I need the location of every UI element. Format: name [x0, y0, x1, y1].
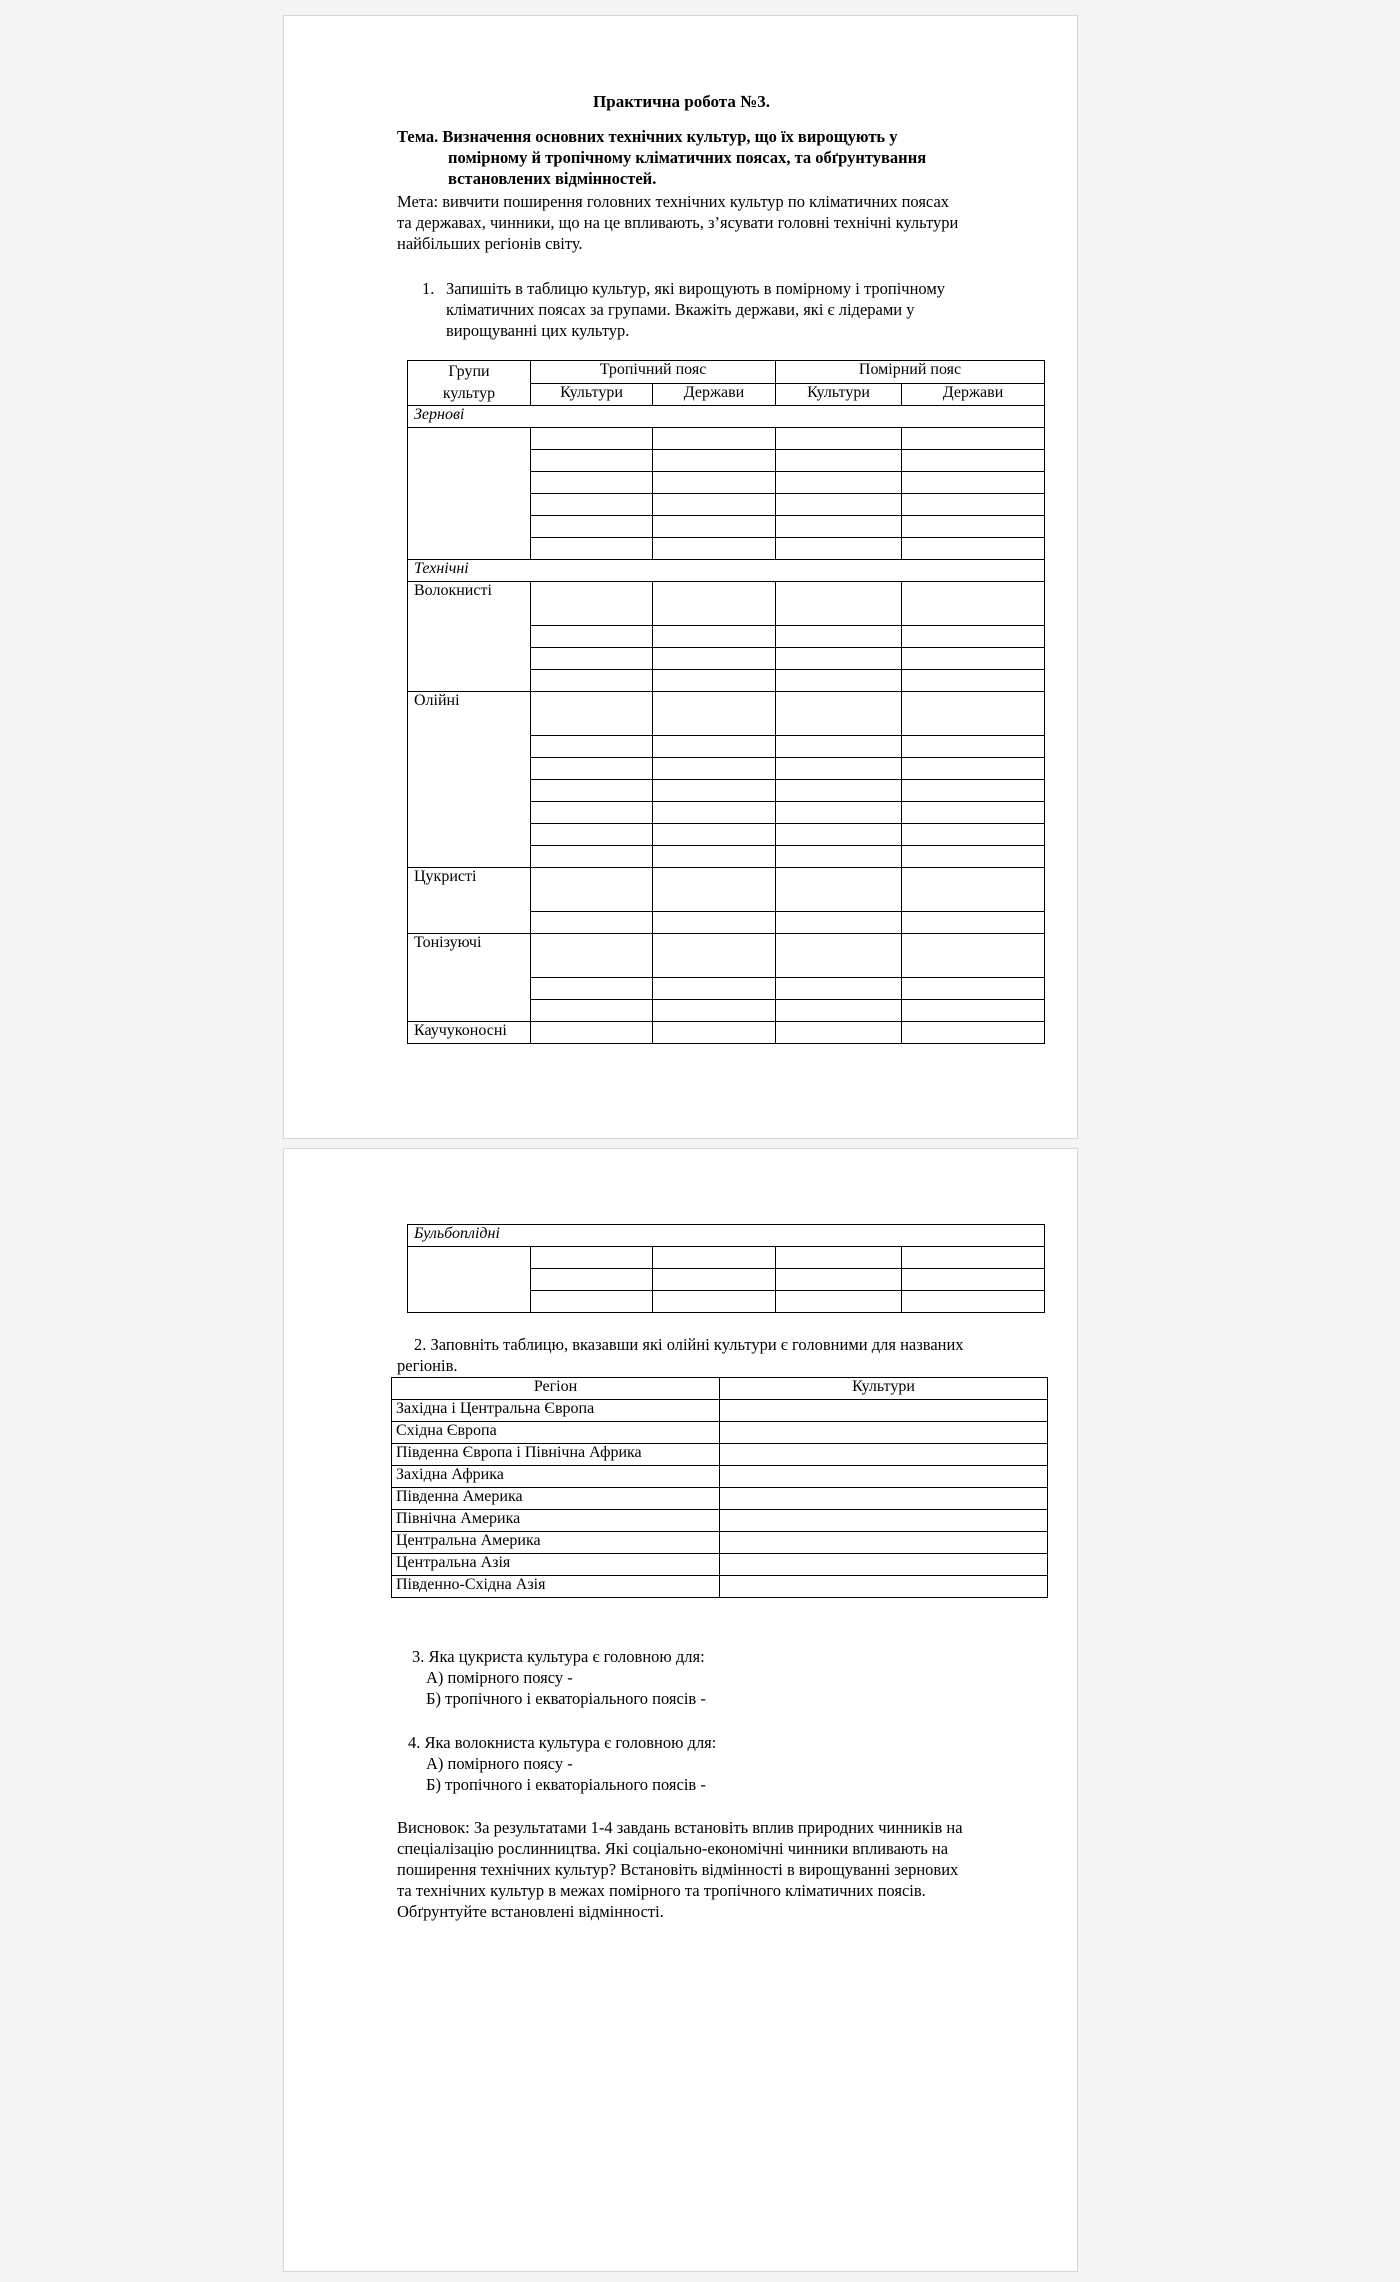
crops-cell[interactable]: [776, 1022, 902, 1044]
states-cell[interactable]: [653, 868, 776, 912]
states-cell[interactable]: [902, 494, 1045, 516]
states-cell[interactable]: [653, 582, 776, 626]
topic-line: встановлених відмінностей.: [448, 169, 657, 188]
document-page-2: [283, 1148, 1078, 2272]
crops-cell[interactable]: [776, 494, 902, 516]
question-4: [408, 1732, 1048, 1795]
states-cell[interactable]: [653, 758, 776, 780]
crops-cell[interactable]: [776, 802, 902, 824]
crops-cell[interactable]: [776, 758, 902, 780]
region-name: Південна Європа і Північна Африка: [392, 1444, 720, 1466]
crops-cell[interactable]: [720, 1466, 1048, 1488]
states-cell[interactable]: [653, 780, 776, 802]
question-text: 4. Яка волокниста культура є головною для:: [408, 1733, 717, 1752]
region-name: Південна Америка: [392, 1488, 720, 1510]
goal-line: та державах, чинники, що на це впливають, з’ясувати головні технічні культури: [397, 213, 959, 232]
goal-line: найбільших регіонів світу.: [397, 234, 583, 253]
crops-cell[interactable]: [531, 450, 653, 472]
crops-cell[interactable]: [720, 1422, 1048, 1444]
states-cell[interactable]: [902, 934, 1045, 978]
crops-cell[interactable]: [776, 1000, 902, 1022]
oil-group-label: Олійні: [408, 692, 531, 868]
crops-cell[interactable]: [531, 912, 653, 934]
conclusion-line: спеціалізацію рослинництва. Які соціально-економічні чинники впливають на: [397, 1839, 949, 1858]
states-cell[interactable]: [902, 846, 1045, 868]
states-cell[interactable]: [902, 758, 1045, 780]
crops-cell[interactable]: [776, 846, 902, 868]
states-cell[interactable]: [653, 428, 776, 450]
region-name: Західна Африка: [392, 1466, 720, 1488]
oil-regions-table: [391, 1377, 1048, 1598]
crops-cell[interactable]: [776, 912, 902, 934]
states-cell[interactable]: [653, 1000, 776, 1022]
tubers-section-row: Бульбоплідні: [408, 1225, 1045, 1247]
crops-cell[interactable]: [531, 736, 653, 758]
crops-cell[interactable]: [776, 450, 902, 472]
crops-cell[interactable]: [531, 648, 653, 670]
group-cell: [408, 428, 531, 560]
states-cell[interactable]: [653, 824, 776, 846]
region-name: Південно-Східна Азія: [392, 1576, 720, 1598]
crops-cell[interactable]: [720, 1554, 1048, 1576]
region-name: Центральна Америка: [392, 1532, 720, 1554]
states-cell[interactable]: [902, 1291, 1045, 1313]
task-number: 1.: [422, 279, 435, 298]
crops-cell[interactable]: [776, 538, 902, 560]
states-cell[interactable]: [902, 670, 1045, 692]
crops-cell[interactable]: [531, 538, 653, 560]
states-cell[interactable]: [653, 846, 776, 868]
crops-cell[interactable]: [531, 472, 653, 494]
region-name: Східна Європа: [392, 1422, 720, 1444]
crops-cell[interactable]: [531, 626, 653, 648]
states-cell[interactable]: [902, 1247, 1045, 1269]
crops-cell[interactable]: [531, 868, 653, 912]
states-cell[interactable]: [902, 472, 1045, 494]
crops-cell[interactable]: [531, 582, 653, 626]
crops-cell[interactable]: [776, 1269, 902, 1291]
task-1: [422, 278, 1042, 341]
task-line: 2. Заповніть таблицю, вказавши які олійні культури є головними для названих: [414, 1335, 964, 1354]
states-cell[interactable]: [653, 648, 776, 670]
crops-cell[interactable]: [531, 1269, 653, 1291]
task-line: Запишіть в таблицю культур, які вирощують в помірному і тропічному: [446, 279, 946, 298]
group-header-line: культур: [442, 385, 496, 402]
tonic-group-label: Тонізуючі: [408, 934, 531, 1022]
crops-cell[interactable]: [776, 428, 902, 450]
states-cell[interactable]: [653, 626, 776, 648]
crops-cell[interactable]: [776, 692, 902, 736]
states-cell[interactable]: [653, 934, 776, 978]
goal-line: Мета: вивчити поширення головних технічних культур по кліматичних поясах: [397, 192, 950, 211]
crops-cell[interactable]: [531, 428, 653, 450]
document-page-1: [283, 15, 1078, 1139]
states-cell[interactable]: [902, 802, 1045, 824]
crops-cell[interactable]: [776, 582, 902, 626]
states-cell[interactable]: [902, 538, 1045, 560]
crops-header: Культури: [720, 1378, 1048, 1400]
region-name: Північна Америка: [392, 1510, 720, 1532]
crops-cell[interactable]: [720, 1532, 1048, 1554]
states-cell[interactable]: [902, 450, 1045, 472]
states-cell[interactable]: [653, 1247, 776, 1269]
fiber-group-label: Волокнисті: [408, 582, 531, 692]
group-header-line: Групи: [448, 363, 490, 380]
topic-line: Тема. Визначення основних технічних культур, що їх вирощують у: [397, 127, 898, 146]
states-cell[interactable]: [653, 802, 776, 824]
states-header: Держави: [653, 383, 776, 406]
crops-cell[interactable]: [531, 934, 653, 978]
crops-cell[interactable]: [776, 736, 902, 758]
states-cell[interactable]: [902, 582, 1045, 626]
crops-cell[interactable]: [720, 1510, 1048, 1532]
states-cell[interactable]: [653, 450, 776, 472]
crops-cell[interactable]: [531, 670, 653, 692]
states-cell[interactable]: [902, 692, 1045, 736]
crops-cell[interactable]: [720, 1576, 1048, 1598]
crops-cell[interactable]: [776, 516, 902, 538]
states-cell[interactable]: [653, 978, 776, 1000]
states-cell[interactable]: [902, 912, 1045, 934]
crops-cell[interactable]: [531, 824, 653, 846]
crops-cell[interactable]: [531, 516, 653, 538]
crops-cell[interactable]: [531, 1022, 653, 1044]
states-cell[interactable]: [902, 626, 1045, 648]
conclusion-line: Висновок: За результатами 1-4 завдань встановіть вплив природних чинників на: [397, 1818, 963, 1837]
temperate-belt-header: Помірний пояс: [776, 361, 1045, 384]
crops-cell[interactable]: [776, 1291, 902, 1313]
conclusion-line: поширення технічних культур? Встановіть відмінності в вирощуванні зернових: [397, 1860, 959, 1879]
states-cell[interactable]: [902, 736, 1045, 758]
sugar-group-label: Цукристі: [408, 868, 531, 934]
states-cell[interactable]: [653, 736, 776, 758]
crops-cell[interactable]: [531, 1291, 653, 1313]
states-header: Держави: [902, 383, 1045, 406]
crops-cell[interactable]: [776, 626, 902, 648]
crops-cell[interactable]: [776, 1247, 902, 1269]
region-name: Центральна Азія: [392, 1554, 720, 1576]
region-name: Західна і Центральна Європа: [392, 1400, 720, 1422]
answer-line: Б) тропічного і екваторіального поясів -: [426, 1775, 706, 1794]
states-cell[interactable]: [653, 472, 776, 494]
question-3: [412, 1646, 1052, 1709]
states-cell[interactable]: [653, 1269, 776, 1291]
task-2: [397, 1334, 1054, 1376]
answer-line: А) помірного поясу -: [426, 1668, 573, 1687]
states-cell[interactable]: [653, 692, 776, 736]
states-cell[interactable]: [653, 1291, 776, 1313]
answer-line: А) помірного поясу -: [426, 1754, 573, 1773]
crops-cell[interactable]: [531, 780, 653, 802]
states-cell[interactable]: [902, 648, 1045, 670]
crops-cell[interactable]: [531, 802, 653, 824]
tropical-belt-header: Тропічний пояс: [531, 361, 776, 384]
states-cell[interactable]: [653, 494, 776, 516]
crops-cell[interactable]: [776, 670, 902, 692]
page-title: Практична робота №3.: [593, 92, 770, 111]
states-cell[interactable]: [902, 516, 1045, 538]
crops-cell[interactable]: [776, 934, 902, 978]
states-cell[interactable]: [653, 538, 776, 560]
crops-header: Культури: [776, 383, 902, 406]
conclusion-paragraph: [397, 1817, 1047, 1922]
answer-line: Б) тропічного і екваторіального поясів -: [426, 1689, 706, 1708]
task-line: регіонів.: [397, 1356, 458, 1375]
states-cell[interactable]: [902, 978, 1045, 1000]
crops-cell[interactable]: [531, 978, 653, 1000]
crops-cell[interactable]: [531, 758, 653, 780]
crops-cell[interactable]: [720, 1444, 1048, 1466]
crops-table: [407, 360, 1045, 1044]
conclusion-line: Обґрунтуйте встановлені відмінності.: [397, 1902, 664, 1921]
crops-cell[interactable]: [720, 1488, 1048, 1510]
crops-cell[interactable]: [531, 494, 653, 516]
crops-cell[interactable]: [776, 648, 902, 670]
states-cell[interactable]: [902, 868, 1045, 912]
crops-cell[interactable]: [776, 868, 902, 912]
question-text: 3. Яка цукриста культура є головною для:: [412, 1647, 705, 1666]
rubber-group-label: Каучуконосні: [408, 1022, 531, 1044]
states-cell[interactable]: [653, 516, 776, 538]
states-cell[interactable]: [653, 670, 776, 692]
task-line: кліматичних поясах за групами. Вкажіть держави, які є лідерами у: [446, 300, 915, 319]
states-cell[interactable]: [902, 1269, 1045, 1291]
group-header: [408, 361, 531, 406]
crops-cell[interactable]: [776, 824, 902, 846]
grain-section-row: Зернові: [408, 406, 1045, 428]
topic-line: помірному й тропічному кліматичних поясах, та обґрунтування: [448, 148, 927, 167]
crops-cell[interactable]: [531, 1000, 653, 1022]
topic-heading: [397, 126, 1037, 189]
states-cell[interactable]: [902, 1022, 1045, 1044]
conclusion-line: та технічних культур в межах помірного та тропічного кліматичних поясів.: [397, 1881, 926, 1900]
task-line: вирощуванні цих культур.: [446, 321, 630, 340]
states-cell[interactable]: [902, 1000, 1045, 1022]
states-cell[interactable]: [653, 1022, 776, 1044]
technical-section-row: Технічні: [408, 560, 1045, 582]
crops-cell[interactable]: [531, 846, 653, 868]
crops-cell[interactable]: [531, 1247, 653, 1269]
crops-table-continued: [407, 1224, 1045, 1313]
goal-paragraph: [397, 191, 1037, 254]
crops-cell[interactable]: [531, 692, 653, 736]
crops-header: Культури: [531, 383, 653, 406]
region-header: Регіон: [392, 1378, 720, 1400]
crops-cell[interactable]: [776, 472, 902, 494]
states-cell[interactable]: [902, 824, 1045, 846]
crops-cell[interactable]: [720, 1400, 1048, 1422]
states-cell[interactable]: [902, 780, 1045, 802]
group-cell: [408, 1247, 531, 1313]
states-cell[interactable]: [653, 912, 776, 934]
crops-cell[interactable]: [776, 978, 902, 1000]
crops-cell[interactable]: [776, 780, 902, 802]
states-cell[interactable]: [902, 428, 1045, 450]
